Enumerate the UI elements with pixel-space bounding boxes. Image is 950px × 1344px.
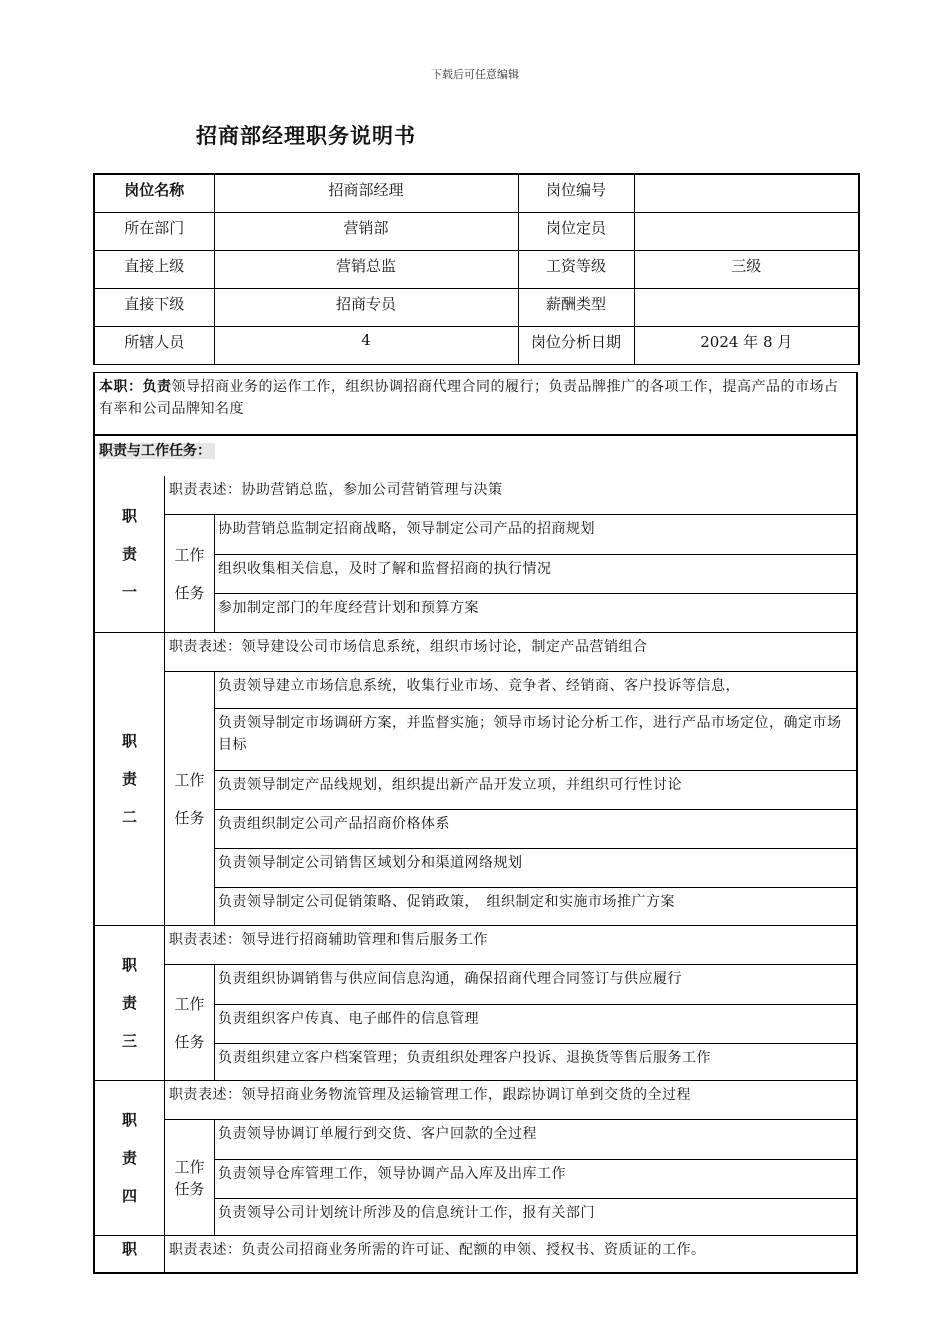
field-label: 直接上级 xyxy=(94,250,214,288)
table-row xyxy=(94,288,859,326)
duty-label: 职 xyxy=(95,1236,165,1272)
task-area xyxy=(165,514,856,632)
field-value: 三级 xyxy=(634,250,859,288)
field-label: 工资等级 xyxy=(518,250,634,288)
job-summary xyxy=(93,372,858,436)
field-value: 营销部 xyxy=(214,212,518,250)
task-item: 负责领导制定市场调研方案，并监督实施；领导市场讨论分析工作，进行产品市场定位，确定市场目标 xyxy=(215,708,856,770)
task-item: 负责领导仓库管理工作，领导协调产品入库及出库工作 xyxy=(215,1159,856,1198)
duty-statement: 职责表述：领导进行招商辅助管理和售后服务工作 xyxy=(169,932,488,948)
table-row xyxy=(94,212,859,250)
table-row xyxy=(94,326,859,364)
duties-table xyxy=(93,476,858,1274)
duty-block-5 xyxy=(95,1235,856,1272)
task-item: 组织收集相关信息，及时了解和监督招商的执行情况 xyxy=(215,554,856,593)
field-value xyxy=(634,288,859,326)
duty-statement: 职责表述：协助营销总监，参加公司营销管理与决策 xyxy=(169,482,503,498)
field-label: 薪酬类型 xyxy=(518,288,634,326)
header-note: 下载后可任意编辑 xyxy=(431,68,519,81)
field-label: 所辖人员 xyxy=(94,326,214,364)
task-item: 负责领导公司计划统计所涉及的信息统计工作，报有关部门 xyxy=(215,1198,856,1237)
field-label: 直接下级 xyxy=(94,288,214,326)
table-row xyxy=(94,174,859,212)
task-item: 负责领导制定公司销售区域划分和渠道网络规划 xyxy=(215,848,856,887)
task-item: 参加制定部门的年度经营计划和预算方案 xyxy=(215,593,856,633)
field-label: 岗位编号 xyxy=(518,174,634,212)
field-value: 4 xyxy=(214,326,518,364)
duty-statement: 职责表述：负责公司招商业务所需的许可证、配额的申领、授权书、资质证的工作。 xyxy=(169,1242,706,1258)
task-item: 负责组织制定公司产品招商价格体系 xyxy=(215,809,856,848)
field-label: 所在部门 xyxy=(94,212,214,250)
position-info-table xyxy=(93,173,860,365)
task-label: 工作 任务 xyxy=(165,1120,215,1236)
summary-label: 本职：负责 xyxy=(99,379,172,395)
task-area xyxy=(165,671,856,925)
task-label: 工作 任务 xyxy=(165,672,215,925)
section-heading-text: 职责与工作任务： xyxy=(99,443,215,459)
task-area xyxy=(165,964,856,1081)
duty-label: 职 责 四 xyxy=(95,1081,165,1235)
field-label: 岗位名称 xyxy=(94,174,214,212)
field-value xyxy=(634,174,859,212)
duty-label: 职 责 三 xyxy=(95,926,165,1080)
duty-statement: 职责表述：领导建设公司市场信息系统，组织市场讨论，制定产品营销组合 xyxy=(169,639,648,655)
task-label: 工作 任务 xyxy=(165,965,215,1081)
duty-block-3 xyxy=(95,925,856,1080)
duty-statement: 职责表述：领导招商业务物流管理及运输管理工作，跟踪协调订单到交货的全过程 xyxy=(169,1087,691,1103)
duty-block-1 xyxy=(95,476,856,632)
task-item: 负责领导建立市场信息系统，收集行业市场、竞争者、经销商、客户投诉等信息， xyxy=(218,678,740,694)
task-item: 负责组织协调销售与供应间信息沟通，确保招商代理合同签订与供应履行 xyxy=(218,971,682,987)
section-heading xyxy=(93,436,858,476)
field-label: 岗位分析日期 xyxy=(518,326,634,364)
task-item: 负责领导制定公司促销策略、促销政策， 组织制定和实施市场推广方案 xyxy=(215,887,856,926)
field-value: 招商部经理 xyxy=(214,174,518,212)
table-row xyxy=(94,250,859,288)
duty-label: 职 责 一 xyxy=(95,476,165,632)
document-title: 招商部经理职务说明书 xyxy=(196,124,416,148)
summary-text: 领导招商业务的运作工作，组织协调招商代理合同的履行；负责品牌推广的各项工作，提高产品的市场占有率和公司品牌知名度 xyxy=(99,379,839,417)
duty-block-2 xyxy=(95,632,856,925)
duty-block-4 xyxy=(95,1080,856,1235)
task-area xyxy=(165,1119,856,1236)
task-item: 负责组织客户传真、电子邮件的信息管理 xyxy=(215,1004,856,1043)
field-value xyxy=(634,212,859,250)
field-value: 营销总监 xyxy=(214,250,518,288)
task-item: 负责组织建立客户档案管理；负责组织处理客户投诉、退换货等售后服务工作 xyxy=(215,1043,856,1082)
field-label: 岗位定员 xyxy=(518,212,634,250)
task-item: 负责领导协调订单履行到交货、客户回款的全过程 xyxy=(218,1126,537,1142)
field-value: 2024 年 8 月 xyxy=(634,326,859,364)
task-item: 负责领导制定产品线规划，组织提出新产品开发立项，并组织可行性讨论 xyxy=(215,770,856,809)
duty-label: 职 责 二 xyxy=(95,633,165,925)
task-item: 协助营销总监制定招商战略，领导制定公司产品的招商规划 xyxy=(218,521,595,537)
field-value: 招商专员 xyxy=(214,288,518,326)
task-label: 工作 任务 xyxy=(165,515,215,632)
